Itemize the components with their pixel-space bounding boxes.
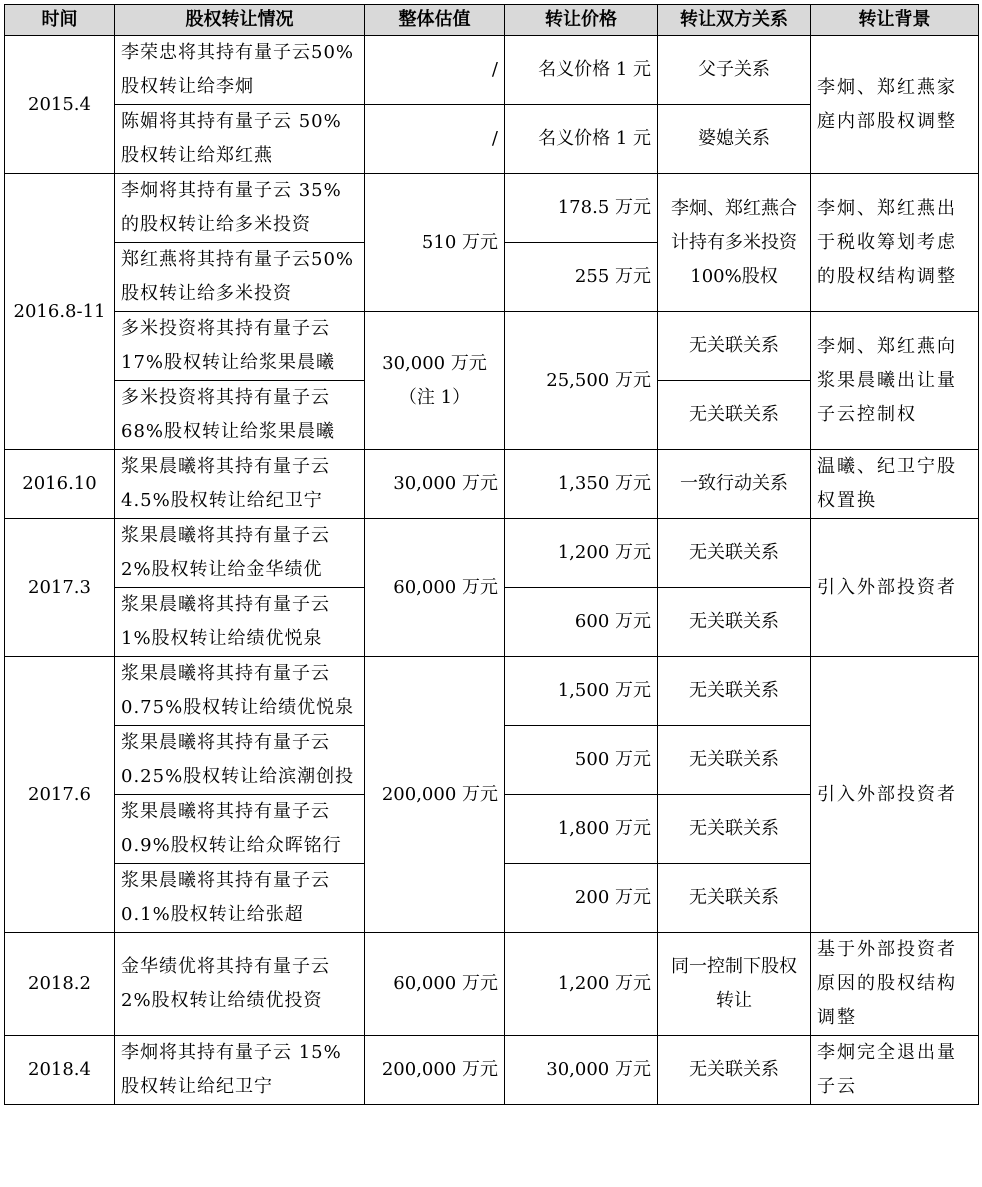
background-cell: 温曦、纪卫宁股权置换 [811,450,979,519]
transfer-desc: 郑红燕将其持有量子云50%股权转让给多米投资 [115,243,365,312]
header-valuation: 整体估值 [365,5,505,36]
relation-cell: 李炯、郑红燕合计持有多米投资 100%股权 [658,174,811,312]
header-transfer: 股权转让情况 [115,5,365,36]
time-cell: 2016.10 [5,450,115,519]
relation-cell: 一致行动关系 [658,450,811,519]
relation-cell: 无关联关系 [658,519,811,588]
relation-cell: 同一控制下股权转让 [658,933,811,1036]
header-time: 时间 [5,5,115,36]
background-cell: 引入外部投资者 [811,519,979,657]
table-row [5,933,979,1036]
transfer-desc: 李炯将其持有量子云 35%的股权转让给多米投资 [115,174,365,243]
table-row [5,519,979,588]
price-cell: 178.5 万元 [505,174,658,243]
transfer-desc: 浆果晨曦将其持有量子云0.1%股权转让给张超 [115,864,365,933]
time-cell: 2017.6 [5,657,115,933]
time-cell: 2015.4 [5,36,115,174]
background-cell: 李炯、郑红燕出于税收筹划考虑的股权结构调整 [811,174,979,312]
background-cell: 李炯、郑红燕家庭内部股权调整 [811,36,979,174]
header-row [5,5,979,36]
transfer-desc: 浆果晨曦将其持有量子云0.75%股权转让给绩优悦泉 [115,657,365,726]
price-cell: 255 万元 [505,243,658,312]
relation-cell: 父子关系 [658,36,811,105]
transfer-desc: 多米投资将其持有量子云17%股权转让给浆果晨曦 [115,312,365,381]
valuation-cell: / [365,105,505,174]
relation-cell: 无关联关系 [658,588,811,657]
background-cell: 引入外部投资者 [811,657,979,933]
relation-cell: 无关联关系 [658,795,811,864]
price-cell: 1,200 万元 [505,519,658,588]
transfer-desc: 陈媚将其持有量子云 50%股权转让给郑红燕 [115,105,365,174]
transfer-desc: 多米投资将其持有量子云68%股权转让给浆果晨曦 [115,381,365,450]
transfer-desc: 浆果晨曦将其持有量子云0.9%股权转让给众晖铭行 [115,795,365,864]
price-cell: 600 万元 [505,588,658,657]
header-background: 转让背景 [811,5,979,36]
valuation-cell: 200,000 万元 [365,657,505,933]
valuation-cell: 60,000 万元 [365,519,505,657]
time-cell: 2018.2 [5,933,115,1036]
header-price: 转让价格 [505,5,658,36]
valuation-cell: 510 万元 [365,174,505,312]
table-row [5,450,979,519]
table-row [5,174,979,243]
background-cell: 基于外部投资者原因的股权结构调整 [811,933,979,1036]
table-row [5,1036,979,1105]
table-row [5,36,979,105]
price-cell: 200 万元 [505,864,658,933]
transfer-desc: 浆果晨曦将其持有量子云2%股权转让给金华绩优 [115,519,365,588]
price-cell: 1,200 万元 [505,933,658,1036]
relation-cell: 无关联关系 [658,381,811,450]
price-cell: 名义价格 1 元 [505,36,658,105]
relation-cell: 无关联关系 [658,312,811,381]
time-cell: 2016.8-11 [5,174,115,450]
time-cell: 2017.3 [5,519,115,657]
transfer-desc: 浆果晨曦将其持有量子云1%股权转让给绩优悦泉 [115,588,365,657]
transfer-desc: 李荣忠将其持有量子云50%股权转让给李炯 [115,36,365,105]
price-cell: 1,800 万元 [505,795,658,864]
relation-cell: 无关联关系 [658,864,811,933]
table-row [5,657,979,726]
relation-cell: 无关联关系 [658,657,811,726]
table-row [5,312,979,381]
transfer-desc: 金华绩优将其持有量子云2%股权转让给绩优投资 [115,933,365,1036]
valuation-note: （注 1） [398,386,471,408]
background-cell: 李炯、郑红燕向浆果晨曦出让量子云控制权 [811,312,979,450]
valuation-cell: 200,000 万元 [365,1036,505,1105]
price-cell: 25,500 万元 [505,312,658,450]
equity-transfer-table [4,4,979,1105]
price-cell: 名义价格 1 元 [505,105,658,174]
valuation-cell: 60,000 万元 [365,933,505,1036]
transfer-desc: 浆果晨曦将其持有量子云4.5%股权转让给纪卫宁 [115,450,365,519]
relation-cell: 无关联关系 [658,1036,811,1105]
relation-cell: 婆媳关系 [658,105,811,174]
valuation-cell [365,312,505,450]
price-cell: 1,350 万元 [505,450,658,519]
valuation-cell: 30,000 万元 [365,450,505,519]
price-cell: 500 万元 [505,726,658,795]
price-cell: 30,000 万元 [505,1036,658,1105]
price-cell: 1,500 万元 [505,657,658,726]
valuation-value: 30,000 万元 [382,352,487,374]
relation-cell: 无关联关系 [658,726,811,795]
transfer-desc: 浆果晨曦将其持有量子云0.25%股权转让给滨潮创投 [115,726,365,795]
background-cell: 李炯完全退出量子云 [811,1036,979,1105]
transfer-desc: 李炯将其持有量子云 15%股权转让给纪卫宁 [115,1036,365,1105]
header-relation: 转让双方关系 [658,5,811,36]
time-cell: 2018.4 [5,1036,115,1105]
valuation-cell: / [365,36,505,105]
